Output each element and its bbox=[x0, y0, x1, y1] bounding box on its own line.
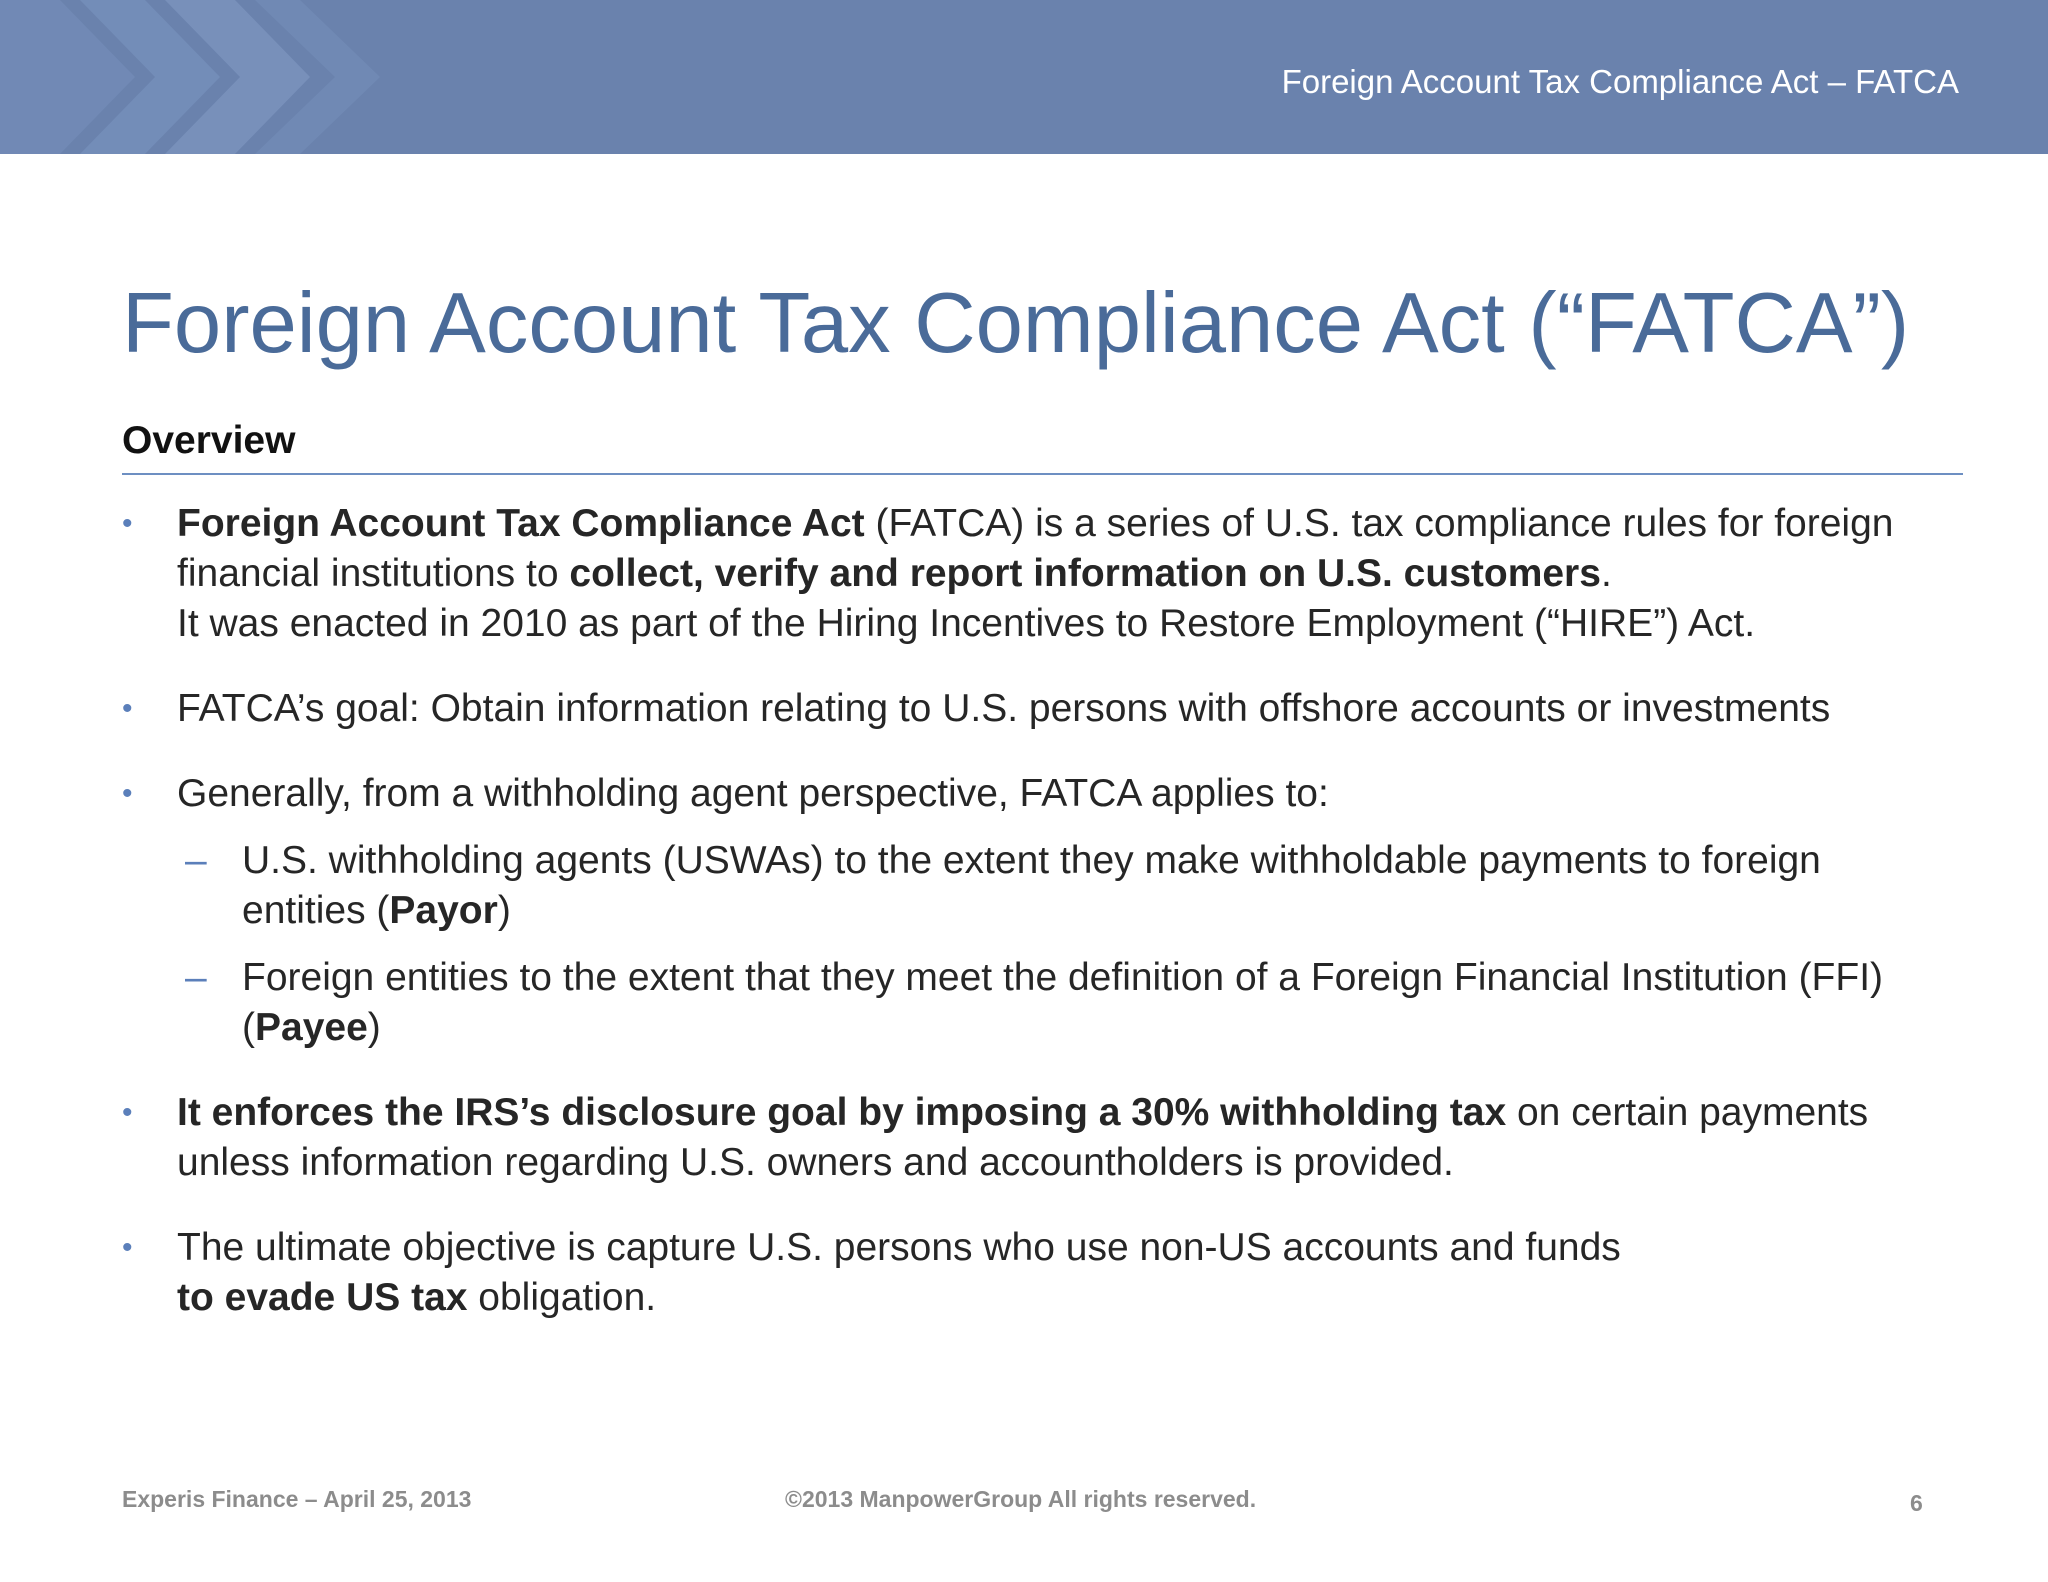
footer-copyright: ©2013 ManpowerGroup All rights reserved. bbox=[785, 1486, 1257, 1512]
chevron-decoration-icon bbox=[0, 0, 420, 154]
bullet-glyph: • bbox=[122, 507, 133, 540]
bullet-glyph: • bbox=[122, 1231, 133, 1264]
bold-text: collect, verify and report information on U.S. customers bbox=[569, 552, 1601, 595]
list-item bbox=[122, 769, 1962, 819]
page-number: 6 bbox=[1910, 1490, 1923, 1516]
bullet-glyph: • bbox=[122, 777, 133, 810]
bold-text: Foreign Account Tax Compliance Act bbox=[177, 502, 865, 545]
header-title: Foreign Account Tax Compliance Act – FATCA bbox=[1281, 63, 1959, 100]
body-text: ) bbox=[367, 1006, 381, 1049]
sub-list-item bbox=[122, 836, 1822, 936]
list-item bbox=[122, 499, 1962, 649]
body-text: FATCA’s goal: Obtain information relating to U.S. persons with offshore accounts or investments bbox=[177, 687, 1831, 730]
section-divider bbox=[122, 473, 1963, 475]
body-text: obligation. bbox=[467, 1276, 657, 1319]
dash-glyph: – bbox=[185, 956, 207, 999]
footer-date: Experis Finance – April 25, 2013 bbox=[122, 1486, 472, 1512]
bold-text: to evade US tax bbox=[177, 1276, 468, 1319]
section-heading: Overview bbox=[122, 419, 296, 462]
body-text: ) bbox=[497, 889, 511, 932]
slide-title: Foreign Account Tax Compliance Act (“FATCA”) bbox=[122, 276, 1910, 371]
list-item bbox=[122, 1088, 1877, 1188]
body-text: (FATCA) is a series of U.S. tax compliance rules for foreign financial institutions to bbox=[177, 502, 1894, 595]
body-text: The ultimate objective is capture U.S. persons who use non-US accounts and funds bbox=[177, 1226, 1621, 1269]
list-item bbox=[122, 684, 1962, 734]
bullet-glyph: • bbox=[122, 1096, 133, 1129]
list-item bbox=[122, 1223, 1962, 1323]
body-text: Foreign entities to the extent that they meet the definition of a Foreign Financial Institution (FFI) ( bbox=[242, 956, 1884, 1049]
body-text: on certain payments unless information regarding U.S. owners and accountholders is provided. bbox=[177, 1091, 1869, 1184]
bold-text: Payor bbox=[389, 889, 498, 932]
body-text: U.S. withholding agents (USWAs) to the extent they make withholdable payments to foreign entities ( bbox=[242, 839, 1821, 932]
body-text: It was enacted in 2010 as part of the Hiring Incentives to Restore Employment (“HIRE”) Act. bbox=[177, 602, 1756, 645]
bullet-list bbox=[122, 499, 1962, 1358]
bullet-glyph: • bbox=[122, 692, 133, 725]
header-band bbox=[0, 0, 2048, 154]
dash-glyph: – bbox=[185, 839, 207, 882]
sub-list-item bbox=[122, 953, 1942, 1053]
sub-list bbox=[122, 836, 1962, 1053]
body-text: . bbox=[1600, 552, 1612, 595]
bold-text: It enforces the IRS’s disclosure goal by imposing a 30% withholding tax bbox=[177, 1091, 1507, 1134]
bold-text: Payee bbox=[255, 1006, 368, 1049]
body-text: Generally, from a withholding agent perspective, FATCA applies to: bbox=[177, 772, 1329, 815]
